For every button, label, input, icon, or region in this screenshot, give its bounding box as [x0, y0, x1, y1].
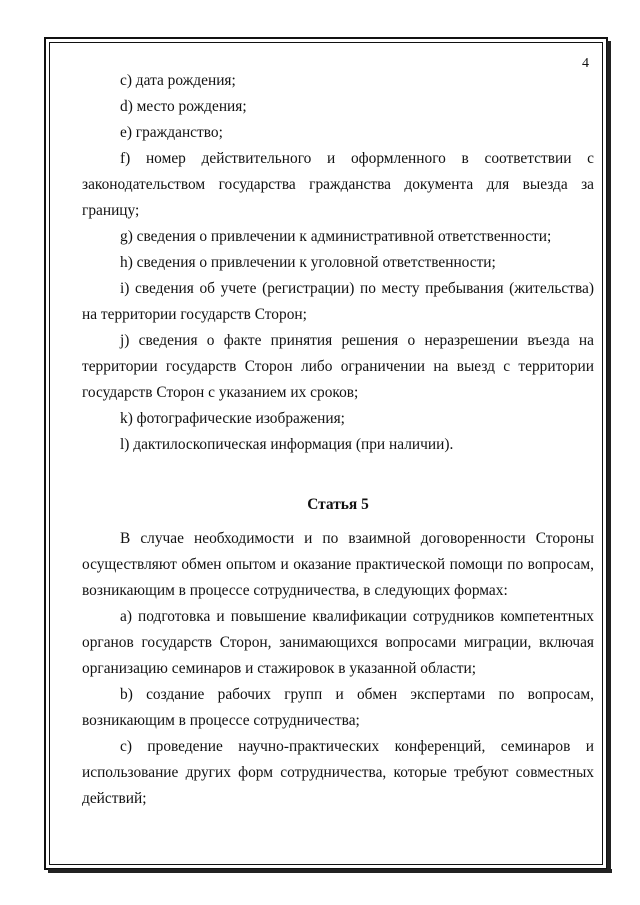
article-item-c: c) проведение научно-практических конференций, семинаров и использование других форм сотрудничества, которые требуют совместных действий; — [82, 738, 594, 807]
item-l: l) дактилоскопическая информация (при наличии). — [120, 436, 454, 453]
item-f: f) номер действительного и оформленного в соответствии с законодательством государства гражданства документа для выезда за границу; — [82, 150, 594, 219]
item-j: j) сведения о факте принятия решения о неразрешении въезда на территории государств Сторон либо ограничении на выезд с территории государств Сторон с указанием их сроков; — [82, 332, 594, 401]
item-c: c) дата рождения; — [120, 72, 236, 89]
item-e: e) гражданство; — [120, 124, 223, 141]
page-number: 4 — [582, 56, 589, 71]
border-shadow-bottom — [48, 869, 612, 873]
item-d: d) место рождения; — [120, 98, 247, 115]
item-g: g) сведения о привлечении к административной ответственности; — [120, 228, 552, 245]
article-item-b: b) создание рабочих групп и обмен экспертами по вопросам, возникающим в процессе сотрудничества; — [82, 686, 594, 729]
article-item-a: a) подготовка и повышение квалификации сотрудников компетентных органов государств Сторон, занимающихся вопросами миграции, включая организацию семинаров и стажировок в указанной области; — [82, 608, 594, 677]
article-intro: В случае необходимости и по взаимной договоренности Стороны осуществляют обмен опытом и оказание практической помощи по вопросам, возникающим в процессе сотрудничества, в следующих формах: — [82, 530, 594, 599]
article-heading: Статья 5 — [307, 496, 369, 513]
item-k: k) фотографические изображения; — [120, 410, 345, 427]
item-h: h) сведения о привлечении к уголовной ответственности; — [120, 254, 496, 271]
document-body — [82, 68, 594, 812]
item-i: i) сведения об учете (регистрации) по месту пребывания (жительства) на территории государств Сторон; — [82, 280, 594, 323]
border-shadow-right — [607, 41, 611, 873]
